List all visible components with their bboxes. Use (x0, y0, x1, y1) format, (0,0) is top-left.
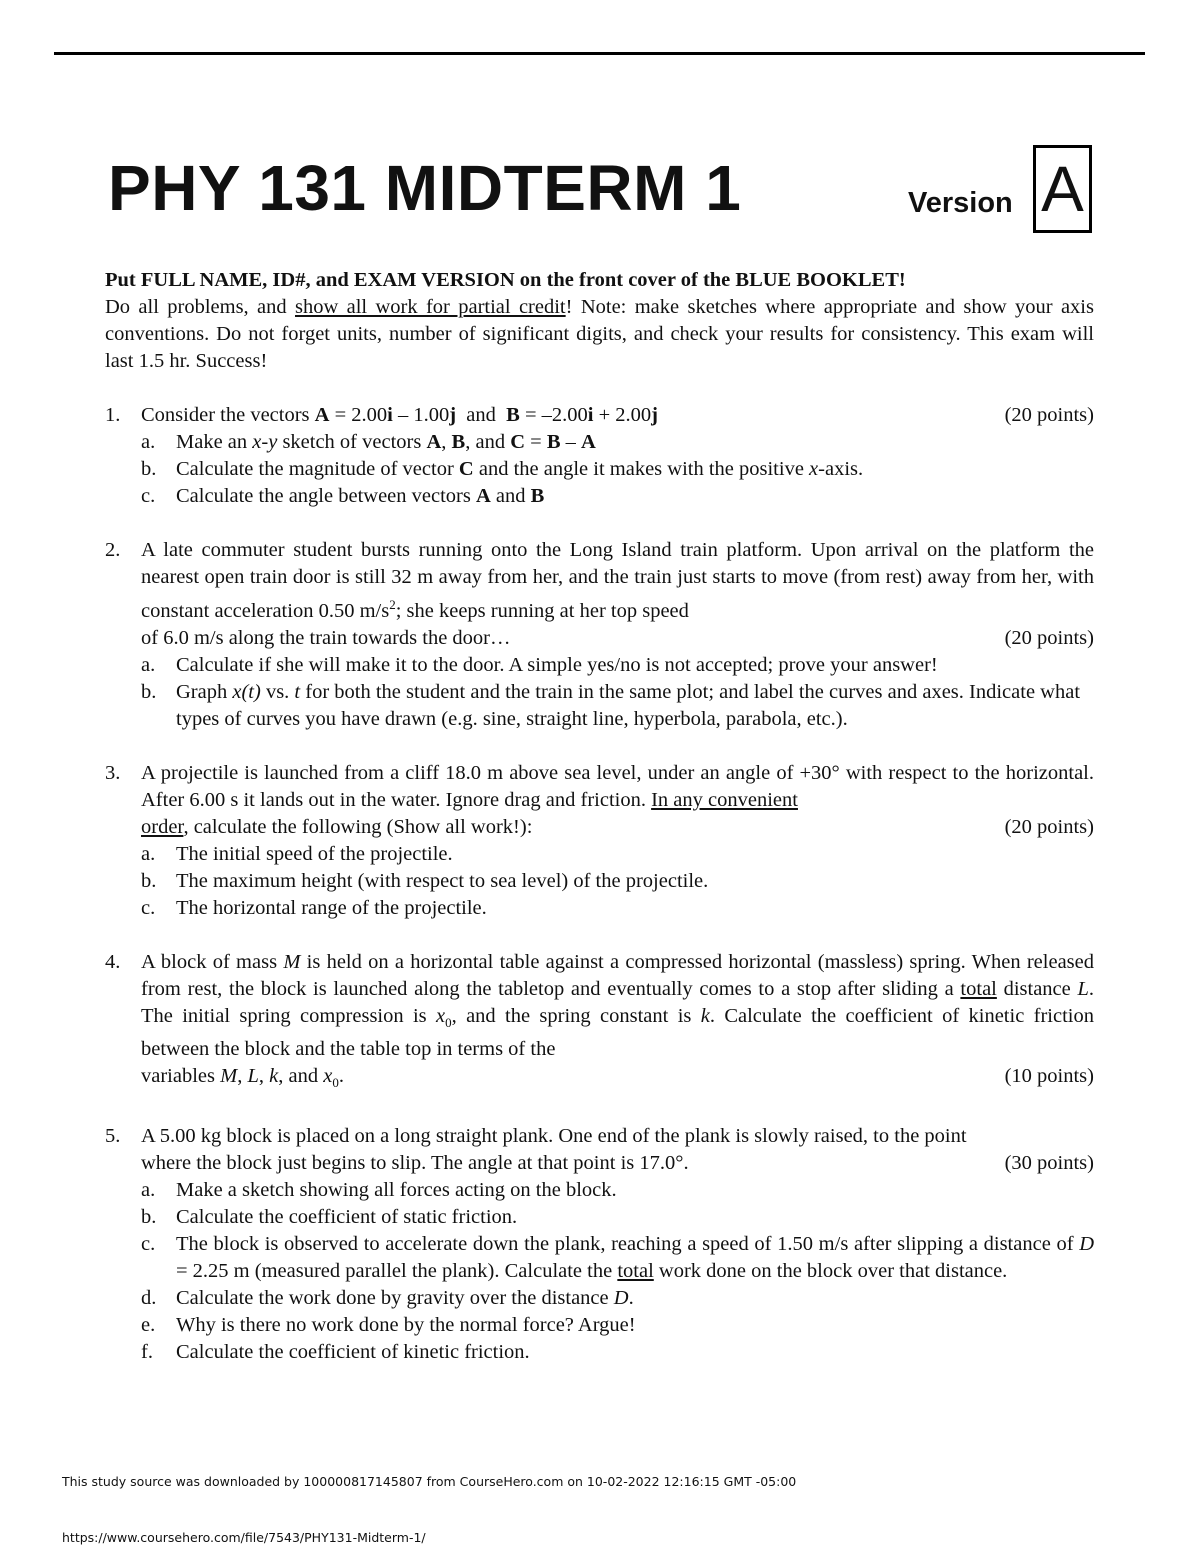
var-l: L (247, 1064, 259, 1087)
sub-letter: b. (141, 1206, 157, 1229)
xt-italic: x(t) (232, 680, 261, 703)
sub-text: work done on the block over that distance. (653, 1260, 1008, 1283)
problem-text: distance (996, 977, 1078, 1000)
var-d: D (1079, 1233, 1094, 1256)
instructions-underline: show all work for partial credit (295, 296, 566, 318)
underlined-text: total (960, 977, 997, 1000)
vector-a: A (581, 431, 596, 453)
problem-number: 2. (105, 539, 121, 561)
sub-text: Calculate the work done by gravity over the distance (176, 1287, 614, 1310)
problem-5-last-line (141, 1150, 1094, 1177)
problem-text: , calculate the following (Show all work!): (183, 815, 533, 838)
sub-letter: b. (141, 869, 157, 892)
problem-2-statement (141, 537, 1094, 625)
sub-text: The initial speed of the projectile. (176, 842, 453, 865)
vector-b: B (546, 431, 561, 453)
problem-3 (105, 760, 1094, 922)
vector-a: A (426, 431, 442, 453)
problem-text: , (237, 1064, 248, 1087)
subquestion-5b (141, 1204, 1094, 1231)
sub-text: – (560, 431, 582, 453)
problem-text: + 2.00 (593, 404, 652, 426)
sub-letter: a. (141, 1179, 156, 1202)
problem-text: = –2.00 (519, 404, 588, 426)
exam-content (105, 267, 1094, 1366)
sub-text: = 2.25 m (measured parallel the plank). Calculate the (176, 1260, 618, 1283)
problem-number: 1. (105, 404, 121, 426)
problem-2 (105, 537, 1094, 733)
sub-text: vs. (260, 680, 295, 703)
underlined-text: In any convenient (651, 788, 798, 811)
source-notice: This study source was downloaded by 100000817145807 from CourseHero.com on 10-02-2022 12:16:15 GMT -05:00 (62, 1474, 797, 1489)
problem-text: is held on a horizontal table against a compressed horizontal (massless) spring. When released from rest, the block is launched along the tabletop and eventually comes to a stop after sliding a (141, 950, 1094, 1000)
subquestion-1a (141, 429, 1094, 456)
problem-text: – 1.00 (392, 404, 450, 426)
underlined-text: order (141, 815, 184, 838)
instructions-bold-line: Put FULL NAME, ID#, and EXAM VERSION on the front cover of the BLUE BOOKLET! (105, 269, 906, 291)
t-italic: t (294, 680, 301, 703)
sub-text: and the angle it makes with the positive (473, 458, 810, 480)
subquestion-3b (141, 868, 1094, 895)
exam-title: PHY 131 MIDTERM 1 (108, 152, 742, 224)
subquestion-2a (141, 652, 1094, 679)
problem-3-statement (141, 760, 1094, 814)
sub-text: Why is there no work done by the normal force? Argue! (176, 1314, 636, 1337)
vector-c: C (458, 458, 474, 480)
problem-text: ; she keeps running at her top speed (395, 599, 689, 622)
problem-text: = 2.00 (329, 404, 388, 426)
problem-5-statement: A 5.00 kg block is placed on a long straight plank. One end of the plank is slowly raised, to the point (141, 1125, 967, 1148)
instructions-text: Do all problems, and (105, 296, 295, 318)
problem-4 (105, 949, 1094, 1096)
problem-text: A block of mass (141, 950, 284, 973)
sub-text: Graph (176, 680, 233, 703)
subquestion-5c (141, 1231, 1094, 1285)
source-url[interactable]: https://www.coursehero.com/file/7543/PHY131-Midterm-1/ (62, 1530, 426, 1545)
underlined-text: total (617, 1260, 654, 1283)
unit-i: i (387, 404, 393, 426)
sub-text: . (628, 1287, 634, 1310)
sub-text: Calculate the coefficient of kinetic friction. (176, 1341, 530, 1364)
problem-text: of 6.0 m/s along the train towards the door… (141, 626, 511, 649)
problem-text: and (456, 404, 507, 426)
sub-text: Make a sketch showing all forces acting on the block. (176, 1179, 617, 1202)
sub-text: = (525, 431, 547, 453)
points: (20 points) (1004, 626, 1094, 649)
sub-text: Calculate the coefficient of static friction. (176, 1206, 518, 1229)
sub-text: The horizontal range of the projectile. (176, 896, 487, 919)
sub-text: -axis. (818, 458, 864, 480)
problem-text: , and the spring constant is (451, 1004, 701, 1027)
problem-text: , and (278, 1064, 324, 1087)
sub-letter: c. (141, 1233, 156, 1256)
top-rule (54, 52, 1145, 55)
points: (20 points) (1004, 404, 1094, 426)
sub-text: The block is observed to accelerate down the plank, reaching a speed of 1.50 m/s after slipping a distance of (176, 1233, 1080, 1256)
problem-number: 5. (105, 1125, 121, 1148)
problem-number: 3. (105, 761, 121, 784)
sub-letter: a. (141, 431, 156, 453)
vector-b: B (451, 431, 466, 453)
problem-2-last-line (141, 625, 1094, 652)
subquestion-5e (141, 1312, 1094, 1339)
xy-italic: x-y (252, 431, 278, 453)
sub-text: Calculate the magnitude of vector (176, 458, 459, 480)
sub-text: The maximum height (with respect to sea level) of the projectile. (176, 869, 709, 892)
sub-letter: b. (141, 458, 157, 480)
subscript: 0 (445, 1014, 452, 1030)
subscript: 0 (332, 1075, 339, 1091)
problem-3-last-line (141, 814, 1094, 841)
version-letter-box: A (1033, 145, 1092, 233)
x-italic: x (809, 458, 819, 480)
sub-text: , (441, 431, 452, 453)
problem-text: where the block just begins to slip. The angle at that point is 17.0°. (141, 1152, 689, 1175)
sub-text: , and (465, 431, 511, 453)
problem-text: , (258, 1064, 270, 1087)
points: (10 points) (1004, 1064, 1094, 1087)
problem-number: 4. (105, 950, 121, 973)
subquestion-1c (141, 483, 1094, 510)
sub-text: Calculate if she will make it to the door. A simple yes/no is not accepted; prove your answer! (176, 653, 938, 676)
vector-a: A (475, 485, 491, 507)
problem-text: A projectile is launched from a cliff 18.0 m above sea level, under an angle of +30° with respect to the horizontal. After 6.00 s it lands out in the water. Ignore drag and friction. (141, 761, 1094, 811)
sub-letter: a. (141, 653, 156, 676)
problem-text: A late commuter student bursts running onto the Long Island train platform. Upon arrival on the platform the nearest open train door is still 32 m away from her, and the train just starts to move (from rest) away from her, with constant acceleration 0.50 m/s (141, 539, 1094, 622)
problem-4-last-line (141, 1063, 1094, 1096)
sub-text: and (490, 485, 531, 507)
var-l: L (1077, 977, 1089, 1000)
sub-text: Make an (176, 431, 253, 453)
vector-b: B (530, 485, 545, 507)
version-label: Version (908, 187, 1013, 219)
sub-text: Calculate the angle between vectors (176, 485, 476, 507)
sub-letter: d. (141, 1287, 157, 1310)
subquestion-5d (141, 1285, 1094, 1312)
sub-letter: c. (141, 896, 156, 919)
problem-1 (105, 402, 1094, 510)
unit-j: j (651, 404, 658, 426)
problem-text: Consider the vectors (141, 404, 315, 426)
problem-4-statement (141, 949, 1094, 1063)
problem-5 (105, 1123, 1094, 1366)
var-m: M (283, 950, 301, 973)
var-k: k (269, 1064, 279, 1087)
var-k: k (700, 1004, 710, 1027)
sub-letter: e. (141, 1314, 156, 1337)
subquestion-2b (141, 679, 1094, 733)
subquestion-5a (141, 1177, 1094, 1204)
instructions (105, 267, 1094, 375)
var-m: M (220, 1064, 238, 1087)
var-x: x (436, 1004, 446, 1027)
var-x: x (323, 1064, 333, 1087)
problem-1-statement (141, 402, 1094, 429)
sub-letter: b. (141, 680, 157, 703)
problem-text: . Calculate the coefficient of kinetic friction between the block and the table top in terms of the (141, 1004, 1094, 1060)
problem-text: . (338, 1064, 344, 1087)
points: (30 points) (1004, 1152, 1094, 1175)
vector-b: B (506, 404, 520, 426)
subquestion-3c (141, 895, 1094, 922)
superscript: 2 (389, 597, 396, 612)
sub-text: sketch of vectors (277, 431, 427, 453)
unit-i: i (587, 404, 594, 426)
sub-letter: a. (141, 842, 156, 865)
problem-text: variables (141, 1064, 221, 1087)
sub-letter: c. (141, 485, 156, 507)
instructions-text-2: ! Note: make sketches where appropriate and show your axis conventions. Do not forget units, number of significant digits, and check your results for consistency. This exam will last 1.5 hr. Success! (105, 296, 1094, 372)
subquestion-3a (141, 841, 1094, 868)
points: (20 points) (1004, 815, 1094, 838)
sub-text: for both the student and the train in the same plot; and label the curves and axes. Indicate what types of curves you have drawn (e.g. sine, straight line, hyperbola, parabola, etc.). (176, 680, 1081, 730)
sub-letter: f. (141, 1341, 153, 1364)
unit-j: j (449, 404, 457, 426)
problem-text: . The initial spring compression is (141, 977, 1094, 1027)
vector-a: A (314, 404, 330, 426)
subquestion-5f (141, 1339, 1094, 1366)
var-d: D (613, 1287, 629, 1310)
vector-c: C (510, 431, 526, 453)
subquestion-1b (141, 456, 1094, 483)
